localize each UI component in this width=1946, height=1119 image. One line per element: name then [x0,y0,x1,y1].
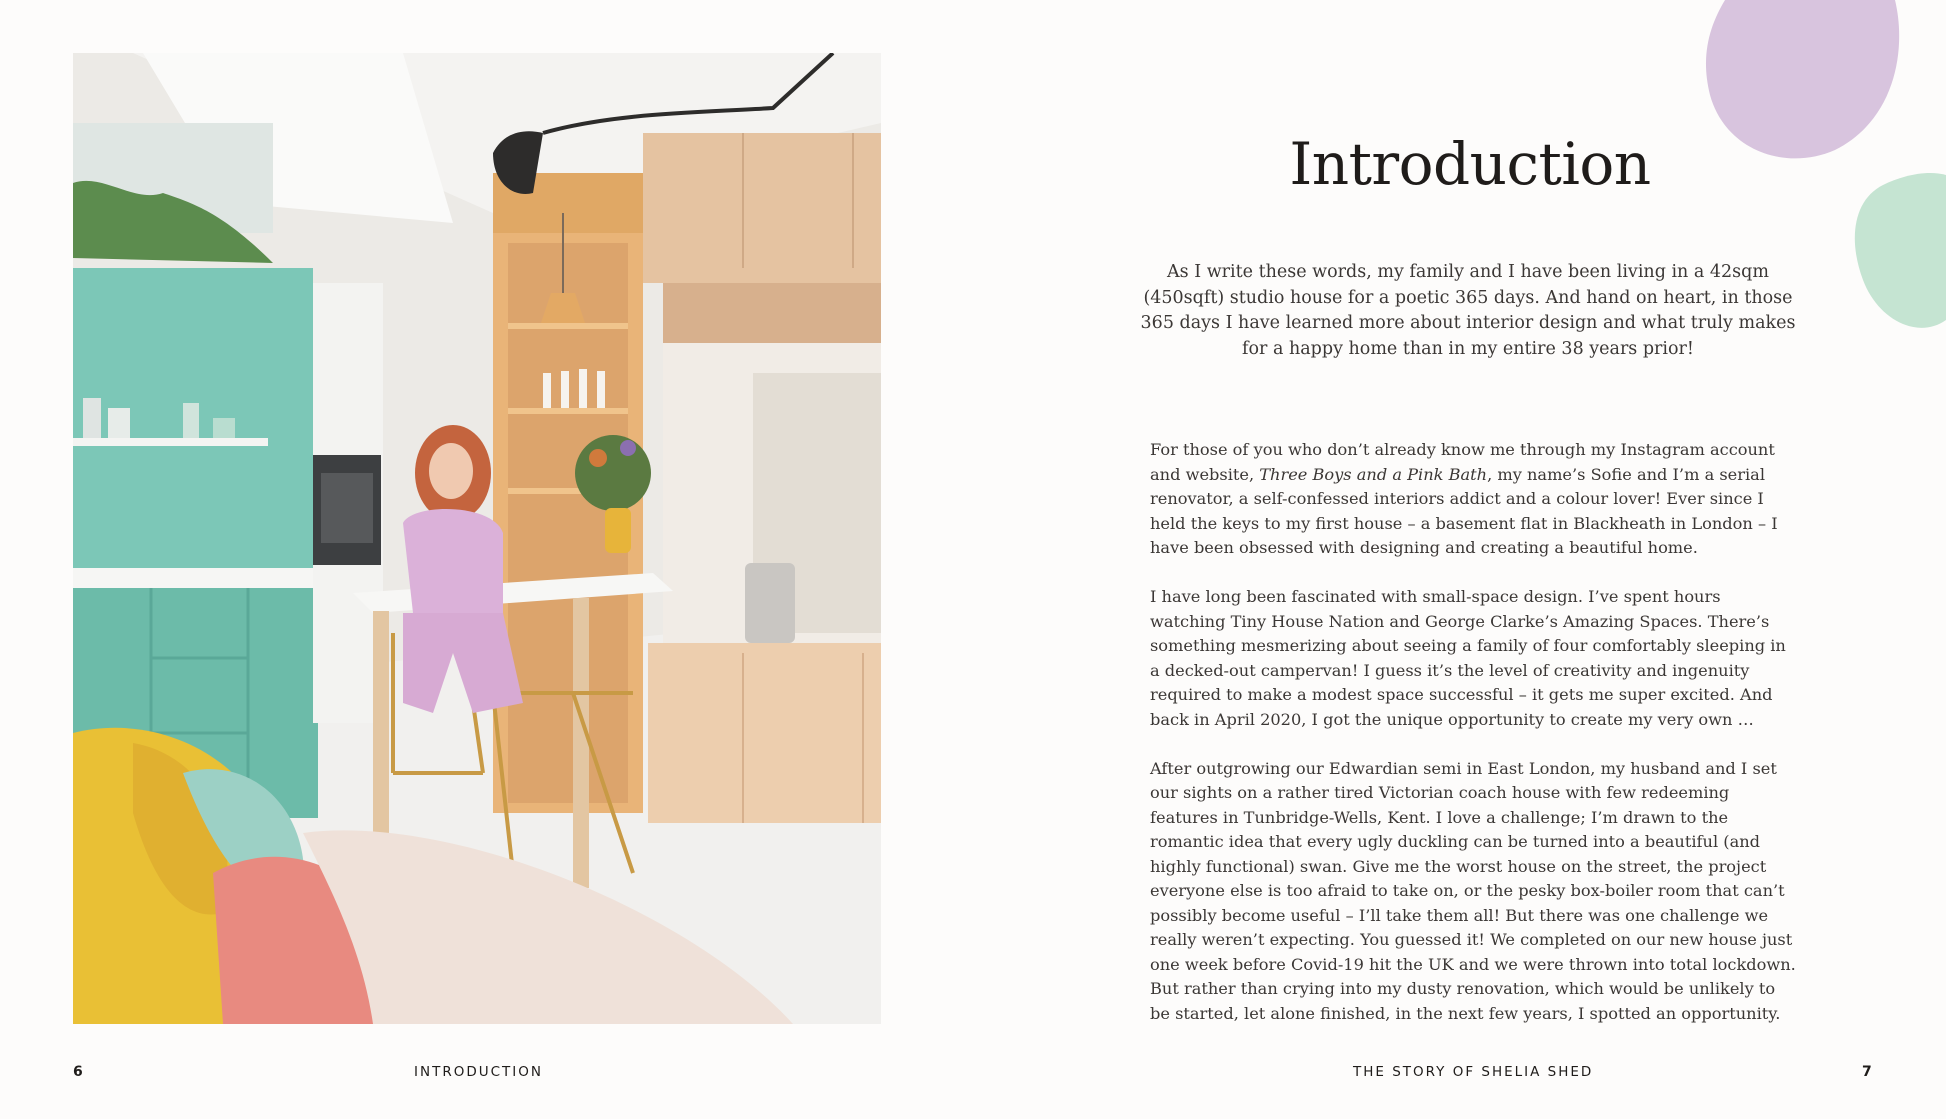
page-title: Introduction [1289,130,1651,198]
paragraph-1-end: , my name’s Sofie and I’m a serial renovator, a self-confessed interiors addict and a colour lover! Ever since I held the keys to my first house – a basement flat in Blackheath in London – I have been obsessed with designing and creating a beautiful home. [1150,464,1778,557]
paragraph-1-start: For those of you who don’t already know me through my Instagram account and website, [1150,440,1775,484]
body-paragraph-1 [1150,438,1800,561]
right-page-number: 7 [1862,1064,1872,1080]
lilac-blob-shape [1705,0,1905,162]
blog-name-italic: Three Boys and a Pink Bath [1259,464,1488,484]
kitchen-illustration [73,53,881,1024]
body-paragraph-3: After outgrowing our Edwardian semi in East London, my husband and I set our sights on a rather tired Victorian coach house with few redeeming features in Tunbridge-Wells, Kent. I love a challenge; I’m drawn to the romantic idea that every ugly duckling can be turned into a beautiful (and highly functional) swan. Give me the worst house on the street, the project everyone else is too afraid to take on, or the pesky box-boiler room that can’t possibly become useful – I’ll take them all! But there was one challenge we really weren’t expecting. You guessed it! We completed on our new house just one week before Covid-19 hit the UK and we were thrown into total lockdown. But rather than crying into my dusty renovation, which would be unlikely to be started, let alone finished, in the next few years, I spotted an opportunity. [1150,758,1796,1023]
kitchen-photo [73,53,881,1024]
left-page-number: 6 [73,1064,83,1080]
intro-paragraph: As I write these words, my family and I have been living in a 42sqm (450sqft) studio house for a poetic 365 days. And hand on heart, in those 365 days I have learned more about interior design and what truly makes for a happy home than in my entire 38 years prior! [1140,262,1796,359]
left-running-head: INTRODUCTION [414,1064,543,1080]
right-running-head: THE STORY OF SHELIA SHED [1353,1064,1594,1080]
body-paragraph-2: I have long been fascinated with small-space design. I’ve spent hours watching Tiny House Nation and George Clarke’s Amazing Spaces. There’s something mesmerizing about seeing a family of four comfortably sleeping in a decked-out campervan! I guess it’s the level of creativity and ingenuity required to make a modest space successful – it gets me super excited. And back in April 2020, I got the unique opportunity to create my very own … [1150,587,1786,729]
body-text [1150,438,1800,1051]
mint-blob-shape [1848,170,1946,330]
